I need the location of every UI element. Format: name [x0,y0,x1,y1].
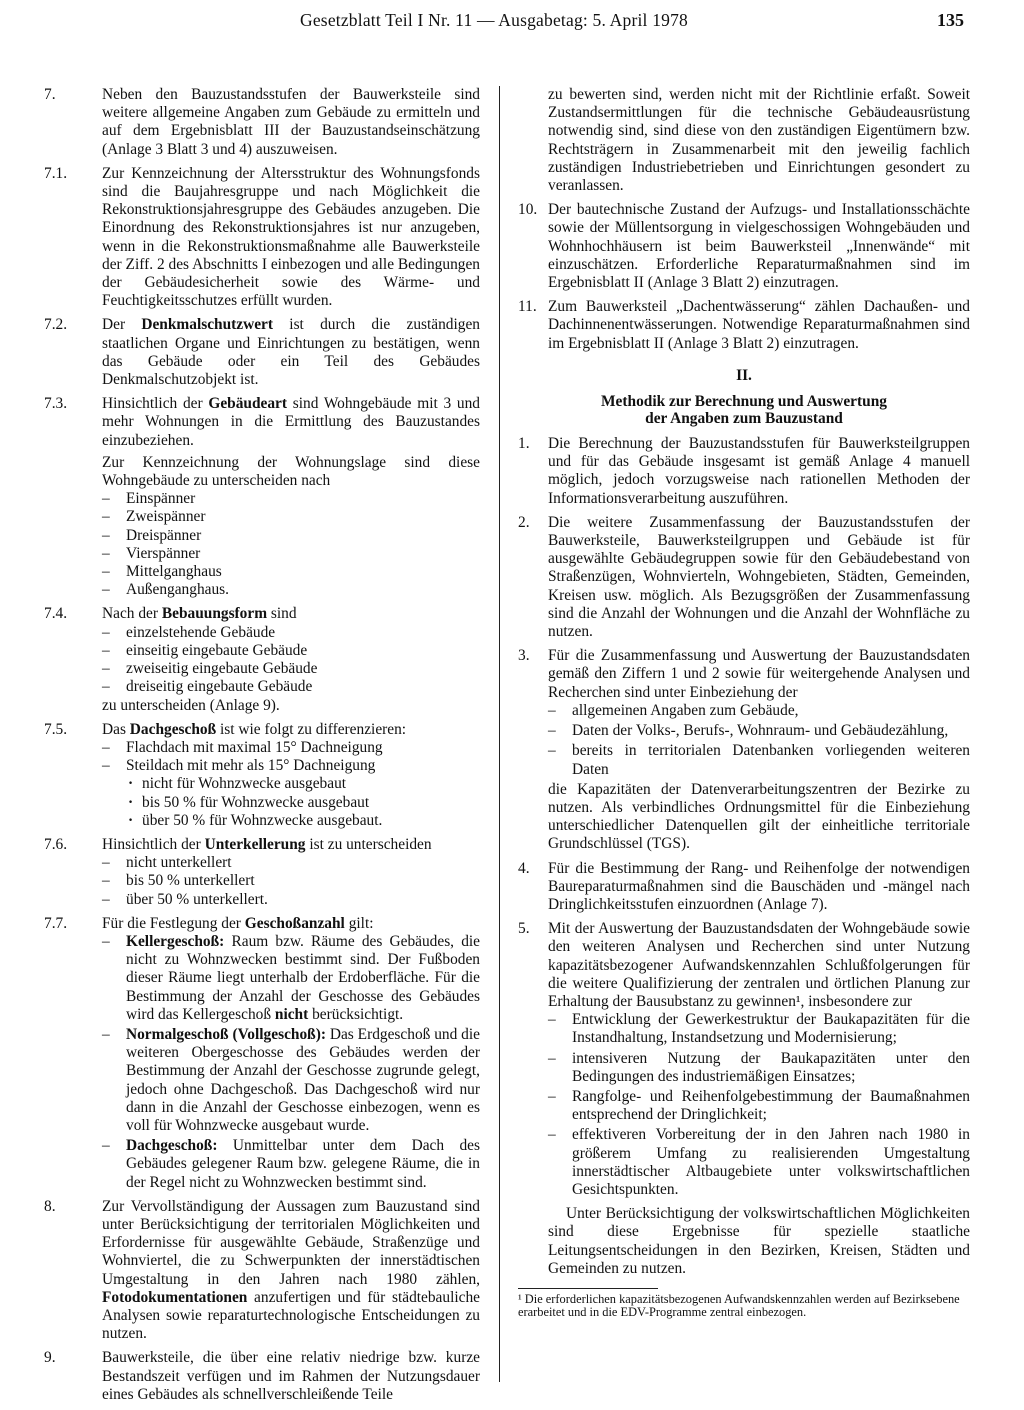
item-number: 2. [518,513,530,531]
list-item: – Mittelganghaus [102,563,480,581]
method-item-5 [518,920,970,1199]
method-item-1 [518,435,970,508]
item-text: Neben den Bauzustandsstufen der Bauwerksteile sind weitere allgemeine Angaben zum Gebäude zu ermitteln und auf dem Ergebnisblatt III der Bauzustandseinschätzung (Anlage 3 Blatt 3 und 4) auszuweisen. [102,86,480,158]
method-item-4 [518,860,970,915]
dachgeschoss-sublist [102,775,480,830]
item-8 [44,1198,480,1344]
item-number: 7.7. [44,914,68,932]
list-item: – einzelstehende Gebäude [102,624,480,642]
item-text: Das Dachgeschoß ist wie folgt zu differenzieren: [102,720,407,738]
list-item: · bis 50 % für Wohnzwecke ausgebaut [102,794,480,812]
list-item: · nicht für Wohnzwecke ausgebaut [102,775,480,793]
item-7-1 [44,165,480,311]
item-text: Bauwerksteile, die über eine relativ niedrige bzw. kurze Bestandszeit verfügen und im Rahmen der Nutzungsdauer eines Gebäudes als schnellverschleißende Teile [102,1349,480,1403]
list-item: – nicht unterkellert [102,854,480,872]
item-text: die Kapazitäten der Datenverarbeitungszentren der Bezirke zu nutzen. Als verbindliches Ordnungsmittel für die Einbeziehung unterschiedlicher Datenquellen gilt der einheitliche territoriale Grundschlüssel (TGS). [548,780,970,853]
section-heading-line: der Angaben zum Bauzustand [645,410,843,428]
item-text: Die Berechnung der Bauzustandsstufen für Bauwerksteilgruppen und für das Gebäude insgesamt ist gemäß Anlage 4 manuell möglich, jedoch vorzugsweise nach rationellen Methoden der Informationsverarbeitung auszuführen. [548,435,970,507]
item-number: 4. [518,859,530,877]
list-item: – bereits in territorialen Datenbanken vorliegenden weiteren Daten [548,742,970,778]
item-text: Die weitere Zusammenfassung der Bauzustandsstufen der Bauwerksteile, Bauwerksteilgruppen und Gebäude ist für ausgewählte Gebäudegruppen sowie für den Gebäudebestand von Straßenzügen, Wohnvierteln, Wohngebieten, Städten, Gemeinden, Kreisen usw. möglich. Als Bezugsgrößen der Zusammenfassung sind die Anzahl der Wohnungen und die Anzahl der Wohnfläche zu nutzen. [548,513,970,641]
item-text: Mit der Auswertung der Bauzustandsdaten der Wohngebäude sowie den weiteren Analysen und Recherchen sind unter Nutzung kapazitätsbezogener Aufwandskennzahlen Schlußfolgerungen für die weitere Qualifizierung der zentralen und örtlichen Planung zur Erhaltung der Bausubstanz zu gewinnen¹, insbesondere zur [548,920,970,1010]
page-header [300,10,964,40]
item-number: 7.3. [44,395,68,413]
item-text: Der Denkmalschutzwert ist durch die zuständigen staatlichen Organe und Einrichtungen zu bestätigen, wenn das Gebäude oder ein Teil des Gebäudes Denkmalschutzobjekt ist. [102,316,480,389]
item-9 [44,1349,480,1404]
item-number: 7. [44,86,56,103]
list-item: – Rangfolge- und Reihenfolgebestimmung der Baumaßnahmen entsprechend der Dringlichkeit; [548,1088,970,1124]
item-text: Hinsichtlich der Unterkellerung ist zu unterscheiden [102,835,432,853]
item-text: Für die Bestimmung der Rang- und Reihenfolge der notwendigen Baureparaturmaßnahmen sind die Bauschäden und -mängel nach Dringlichkeitsstufen einzuordnen (Anlage 7). [548,859,970,913]
footnote: ¹ Die erforderlichen kapazitätsbezogenen Aufwandskennzahlen werden auf Bezirksebene erarbeitet und in die EDV-Programme zentral einbezogen. [518,1291,960,1320]
item-text: Der bautechnische Zustand der Aufzugs- und Installationsschächte sowie der Müllentsorgung in vielgeschossigen Wohngebäuden und Wohnhochhäusern ist beim Bauwerksteil „Innenwände“ mit einzuschätzen. Erforderliche Reparaturmaßnahmen sind im Ergebnisblatt II (Anlage 3 Blatt 2) einzutragen. [548,201,970,292]
item-number: 7.2. [44,316,68,334]
item-text: Zum Bauwerksteil „Dachentwässerung“ zählen Dachaußen- und Dachinnenentwässerungen. Notwendige Reparaturmaßnahmen sind im Ergebnisblatt II (Anlage 3 Blatt 2) einzutragen. [548,298,970,352]
dachgeschoss-list [102,739,480,775]
item-number: 7.4. [44,605,68,623]
list-item: – Einspänner [102,490,480,508]
item-7 [44,86,480,159]
item-text: Für die Festlegung der Geschoßanzahl gilt: [102,914,374,932]
item-text: zu unterscheiden (Anlage 9). [102,696,280,714]
item-number: 5. [518,920,530,938]
item-11 [518,298,970,353]
item-number: 11. [518,298,537,316]
item-number: 10. [518,201,538,219]
list-item: – Außenganghaus. [102,581,480,599]
column-divider [499,86,500,1382]
list-item: – Steildach mit mehr als 15° Dachneigung [102,757,480,775]
definition-dachgeschoss: – Dachgeschoß: Unmittelbar unter dem Dach des Gebäudes gelegener Raum bzw. gelegene Räume, die in der Regel nicht zu Wohnzwecken bestimmt sind. [102,1137,480,1192]
item-number: 1. [518,435,530,453]
list-item: – effektiveren Vorbereitung der in den Jahren nach 1980 in größerem Umfang zu realisierenden Umgestaltung innerstädtischer Altbaugebiete unter volkswirtschaftlichen Gesichtspunkten. [548,1126,970,1199]
data-sources-list [548,702,970,779]
item-7-6 [44,836,480,909]
item-number: 7.1. [44,164,68,182]
geschoss-definitions [102,933,480,1192]
item-text: Nach der Bebauungsform sind [102,605,297,623]
conclusions-list [548,1011,970,1199]
method-item-2 [518,514,970,641]
list-item: – Daten der Volks-, Berufs-, Wohnraum- und Gebäudezählung, [548,722,970,740]
page-number: 135 [937,10,964,30]
item-text: Zur Kennzeichnung der Altersstruktur des Wohnungsfonds sind die Baujahresgruppe und nach Möglichkeit die Rekonstruktionsjahresgruppe des Gebäudes anzugeben. Die Einordnung des Rekonstruktionsjahres ist nur anzugeben, wenn in die Rekonstruktionsmaßnahme alle Bauwerksteile der Ziff. 2 des Abschnitts I einbezogen und alle Bedingungen der Gebäudesicherheit sowie des Wärme- und Feuchtigkeitsschutzes erfüllt wurden. [102,164,480,310]
item-number: 7.6. [44,835,68,853]
item-7-4 [44,605,480,714]
list-item: – Entwicklung der Gewerkestruktur der Baukapazitäten für die Instandhaltung, Instandsetzung und Modernisierung; [548,1011,970,1047]
item-text: Zur Vervollständigung der Aussagen zum Bauzustand sind unter Berücksichtigung der territorialen Möglichkeiten und Erfordernisse für ausgewählte Gebäude, Straßenzüge und Wohnviertel, die zu Schwerpunkten der innerstädtischen Umgestaltung in den Jahren nach 1980 zählen, Fotodokumentationen anzufertigen und für städtebauliche Analysen sowie reparaturtechnologische Entscheidungen zu nutzen. [102,1197,480,1343]
list-item: · über 50 % für Wohnzwecke ausgebaut. [102,812,480,830]
section-heading-line: Methodik zur Berechnung und Auswertung [601,393,887,411]
item-number: 7.5. [44,720,68,738]
list-item: – bis 50 % unterkellert [102,872,480,890]
item-7-3 [44,395,480,599]
list-item: – einseitig eingebaute Gebäude [102,642,480,660]
list-item: – dreiseitig eingebaute Gebäude [102,678,480,696]
item-text: Für die Zusammenfassung und Auswertung der Bauzustandsdaten gemäß den Ziffern 1 und 2 sowie für weitergehende Analysen und Recherchen sind unter Einbeziehung der [548,647,970,701]
item-number: 9. [44,1349,56,1367]
list-item: – Dreispänner [102,527,480,545]
left-column [44,86,480,1410]
item-text: Hinsichtlich der Gebäudeart sind Wohngebäude mit 3 und mehr Wohnungen in die Ermittlung des Bauzustandes einzubeziehen. [102,395,480,449]
list-item: – Flachdach mit maximal 15° Dachneigung [102,739,480,757]
unterkellerung-list [102,854,480,909]
list-item: – allgemeinen Angaben zum Gebäude, [548,702,970,720]
list-item: – über 50 % unterkellert. [102,891,480,909]
section-number: II. [736,366,752,384]
item-9-continuation: zu bewerten sind, werden nicht mit der Richtlinie erfaßt. Soweit Zustandsermittlungen für die technische Gebäudeausrüstung notwendig sind, sind diese von den zuständigen Eigentümern bzw. Rechtsträgern in Zusammenarbeit mit den jeweilig fachlich zuständigen Industriebetrieben und Einrichtungen gesondert zu veranlassen. [548,86,970,195]
right-column [518,86,970,1320]
item-7-2 [44,316,480,389]
footnote-rule [518,1288,658,1289]
item-number: 3. [518,647,530,665]
header-title: Gesetzblatt Teil I Nr. 11 — Ausgabetag: 5. April 1978 [300,10,688,30]
method-item-3 [518,647,970,853]
item-10 [518,201,970,292]
list-item: – zweiseitig eingebaute Gebäude [102,660,480,678]
section-heading [518,393,970,427]
closing-paragraph: Unter Berücksichtigung der volkswirtschaftlichen Möglichkeiten sind diese Ergebnisse für spezielle staatliche Leitungsentscheidungen in den Bezirken, Kreisen, Städten und Gemeinden zu nutzen. [548,1205,970,1277]
item-number: 8. [44,1197,56,1215]
definition-normalgeschoss: – Normalgeschoß (Vollgeschoß): Das Erdgeschoß und die weiteren Obergeschosse des Gebäudes werden der Bestimmung der Anzahl der Geschosse zugrunde gelegt, jedoch ohne Dachgeschoß. Das Dachgeschoß wird nur dann in die Anzahl der Geschosse einbezogen, wenn es voll für Wohnzwecke ausgebaut wurde. [102,1026,480,1135]
wohnungslage-list [102,490,480,599]
list-item: – Zweispänner [102,508,480,526]
definition-kellergeschoss: – Kellergeschoß: Raum bzw. Räume des Gebäudes, die nicht zu Wohnzwecken bestimmt sind. Der Fußboden dieser Räume liegt unterhalb der Erdoberfläche. Für die Bestimmung der Anzahl der Geschosse des Gebäudes wird das Kellergeschoß nicht berücksichtigt. [102,933,480,1024]
list-item: – intensiveren Nutzung der Baukapazitäten unter den Bedingungen des industriemäßigen Einsatzes; [548,1050,970,1086]
item-text: Zur Kennzeichnung der Wohnungslage sind diese Wohngebäude zu unterscheiden nach [102,453,480,490]
bebauungsform-list [102,624,480,697]
list-item: – Vierspänner [102,545,480,563]
item-7-7 [44,915,480,1192]
item-7-5 [44,721,480,830]
